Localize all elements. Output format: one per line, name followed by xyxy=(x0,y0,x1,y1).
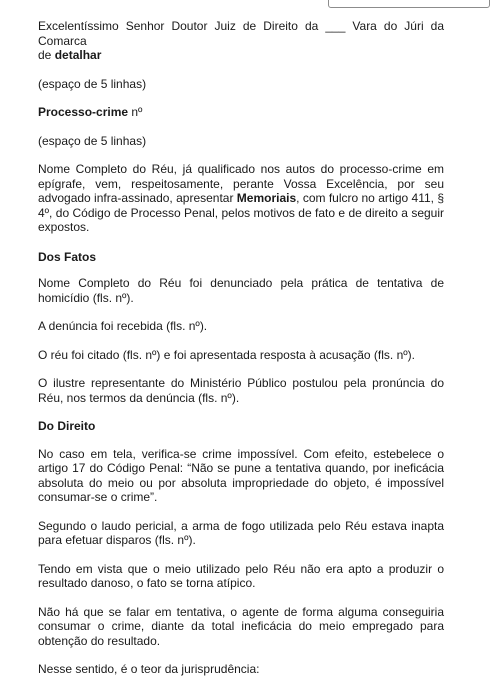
intro-text-2: , com fulcro no artigo 411, § 4º, do Código de Processo Penal, pelos motivos de fato e de direito a seguir expostos. xyxy=(38,191,445,234)
document-page xyxy=(38,19,444,691)
section-title-law: Do Direito xyxy=(38,419,96,433)
spacing-note-1: (espaço de 5 linhas) xyxy=(38,76,147,91)
addressee-prefix: de xyxy=(38,48,55,62)
spacing-note-2: (espaço de 5 linhas) xyxy=(38,133,147,148)
intro-memoriais: Memoriais xyxy=(236,191,297,205)
facts-paragraph-1: Nome Completo do Réu foi denunciado pela prática de tentativa de homicídio (fls. nº). xyxy=(38,276,444,305)
addressee-paragraph xyxy=(38,19,444,63)
addressee-line-2 xyxy=(38,48,101,62)
facts-paragraph-3: O réu foi citado (fls. nº) e foi apresentada resposta à acusação (fls. nº). xyxy=(38,347,415,362)
addressee-line-1: Excelentíssimo Senhor Doutor Juiz de Direito da ___ Vara do Júri da Comarca xyxy=(38,19,444,48)
facts-paragraph-2: A denúncia foi recebida (fls. nº). xyxy=(38,319,208,333)
law-paragraph-5: Nesse sentido, é o teor da jurisprudência: xyxy=(38,662,260,676)
process-number: nº xyxy=(128,105,143,119)
top-frame-box xyxy=(328,0,490,8)
process-line xyxy=(38,105,444,120)
law-paragraph-4: Não há que se falar em tentativa, o agente de forma alguma conseguiria consumar o crime, diante da total ineficácia do meio empregado para obtenção do resultado. xyxy=(38,604,444,648)
law-paragraph-3: Tendo em vista que o meio utilizado pelo Réu não era apto a produzir o resultado danoso, o fato se torna atípico. xyxy=(38,561,444,590)
process-label: Processo-crime xyxy=(38,105,129,119)
intro-paragraph xyxy=(38,162,444,235)
section-title-facts: Dos Fatos xyxy=(38,249,97,264)
law-paragraph-2: Segundo o laudo pericial, a arma de fogo utilizada pelo Réu estava inapta para efetuar disparos (fls. nº). xyxy=(38,518,444,547)
facts-paragraph-4: O ilustre representante do Ministério Público postulou pela pronúncia do Réu, nos termos da denúncia (fls. nº). xyxy=(38,376,444,405)
addressee-placeholder: detalhar xyxy=(54,48,102,62)
intro-text-1: Nome Completo do Réu, já qualificado nos autos do processo-crime em epígrafe, vem, respeitosamente, perante Vossa Excelência, por seu advogado infra-assinado, apresentar xyxy=(38,162,444,205)
law-paragraph-1: No caso em tela, verifica-se crime impossível. Com efeito, estebelece o artigo 17 do Código Penal: “Não se pune a tentativa quando, por ineficácia absoluta do meio ou por absoluta impropriedade do objeto, é impossível consumar-se o crime”. xyxy=(38,446,444,504)
